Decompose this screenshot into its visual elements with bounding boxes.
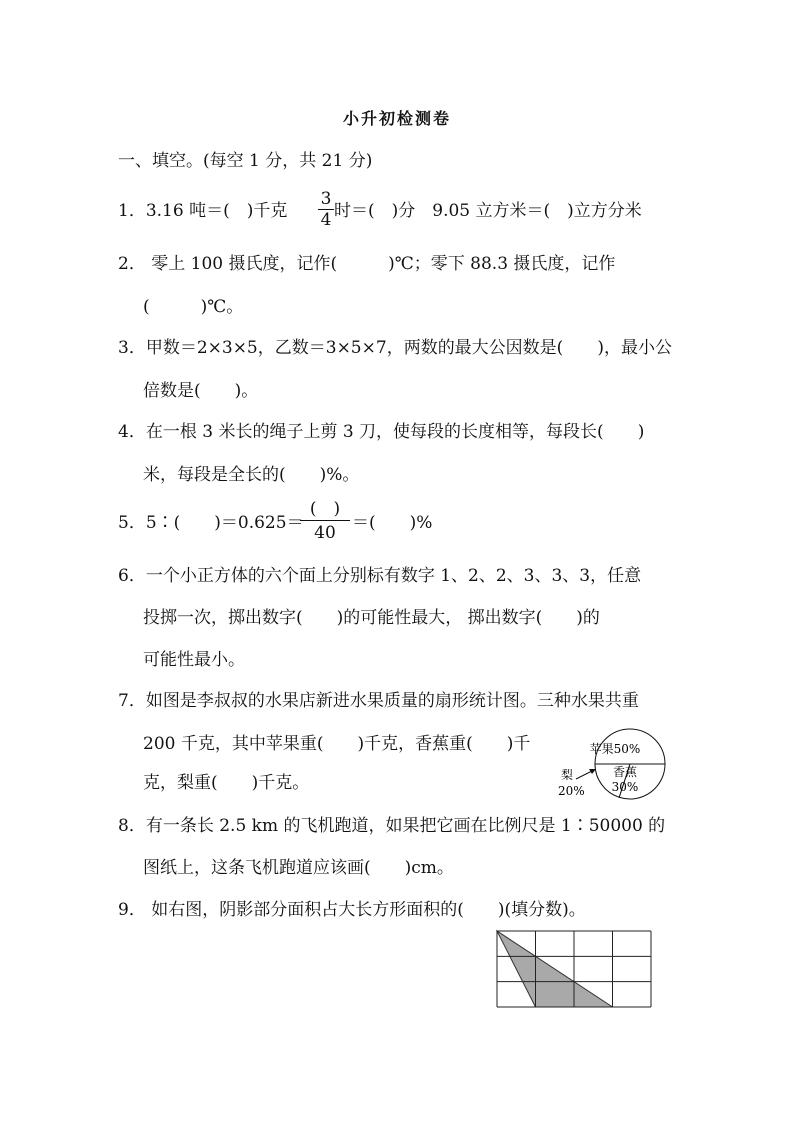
question-2-line-1: 2． 零上 100 摄氏度，记作( )℃；零下 88.3 摄氏度，记作 (118, 254, 616, 274)
fraction-denominator: 4 (318, 209, 334, 230)
question-3-line-2: 倍数是( )。 (143, 381, 259, 401)
shaded-triangle (497, 931, 613, 1007)
question-1-part-b: 时＝( )分 9.05 立方米＝( )立方分米 (334, 201, 642, 221)
fruit-pie-chart (552, 722, 692, 807)
pie-label-banana-pct: 30% (611, 780, 639, 794)
question-8-line-2: 图纸上，这条飞机跑道应该画( )cm。 (143, 858, 454, 878)
question-6-line-2: 投掷一次，掷出数字( )的可能性最大， 掷出数字( )的 (143, 608, 600, 628)
page-title: 小升初检测卷 (342, 109, 451, 128)
question-3-line-1: 3．甲数＝2×3×5，乙数＝3×5×7，两数的最大公因数是( )，最小公 (118, 338, 672, 358)
question-5-fraction (300, 498, 350, 545)
question-9-line-1: 9． 如右图，阴影部分面积占大长方形面积的( )(填分数)。 (118, 900, 586, 920)
question-6-line-1: 6．一个小正方体的六个面上分别标有数字 1、2、2、3、3、3，任意 (118, 566, 642, 586)
question-5-part-b: ＝( )% (352, 513, 433, 533)
pie-label-pear-pct: 20% (558, 784, 585, 798)
question-1-fraction (318, 189, 334, 230)
question-4-line-2: 米，每段是全长的( )%。 (143, 465, 360, 485)
pie-label-apple: 苹果50% (589, 742, 641, 756)
question-6-line-3: 可能性最小。 (143, 650, 245, 670)
question-7-line-3: 克，梨重( )千克。 (143, 773, 310, 793)
question-8-line-1: 8．有一条长 2.5 km 的飞机跑道，如果把它画在比例尺是 1∶50000 的 (118, 816, 666, 836)
fraction-denominator: 40 (300, 520, 350, 545)
fraction-numerator: 3 (320, 189, 332, 209)
pie-label-banana: 香蕉 (612, 765, 638, 779)
question-5-part-a: 5．5∶( )＝0.625＝ (118, 513, 304, 533)
grid-shaded-figure (495, 929, 655, 1011)
fraction-numerator: ( ) (309, 499, 341, 519)
question-2-line-2: ( )℃。 (143, 297, 244, 317)
question-1-part-a: 1．3.16 吨＝( )千克 (118, 201, 288, 221)
question-4-line-1: 4．在一根 3 米长的绳子上剪 3 刀，使每段的长度相等，每段长( ) (118, 422, 645, 442)
pie-label-pear: 梨 (561, 768, 574, 782)
question-7-line-2: 200 千克，其中苹果重( )千克，香蕉重( )千 (143, 734, 531, 754)
section-heading: 一、填空。(每空 1 分，共 21 分) (118, 151, 373, 171)
question-7-line-1: 7．如图是李叔叔的水果店新进水果质量的扇形统计图。三种水果共重 (118, 691, 639, 711)
